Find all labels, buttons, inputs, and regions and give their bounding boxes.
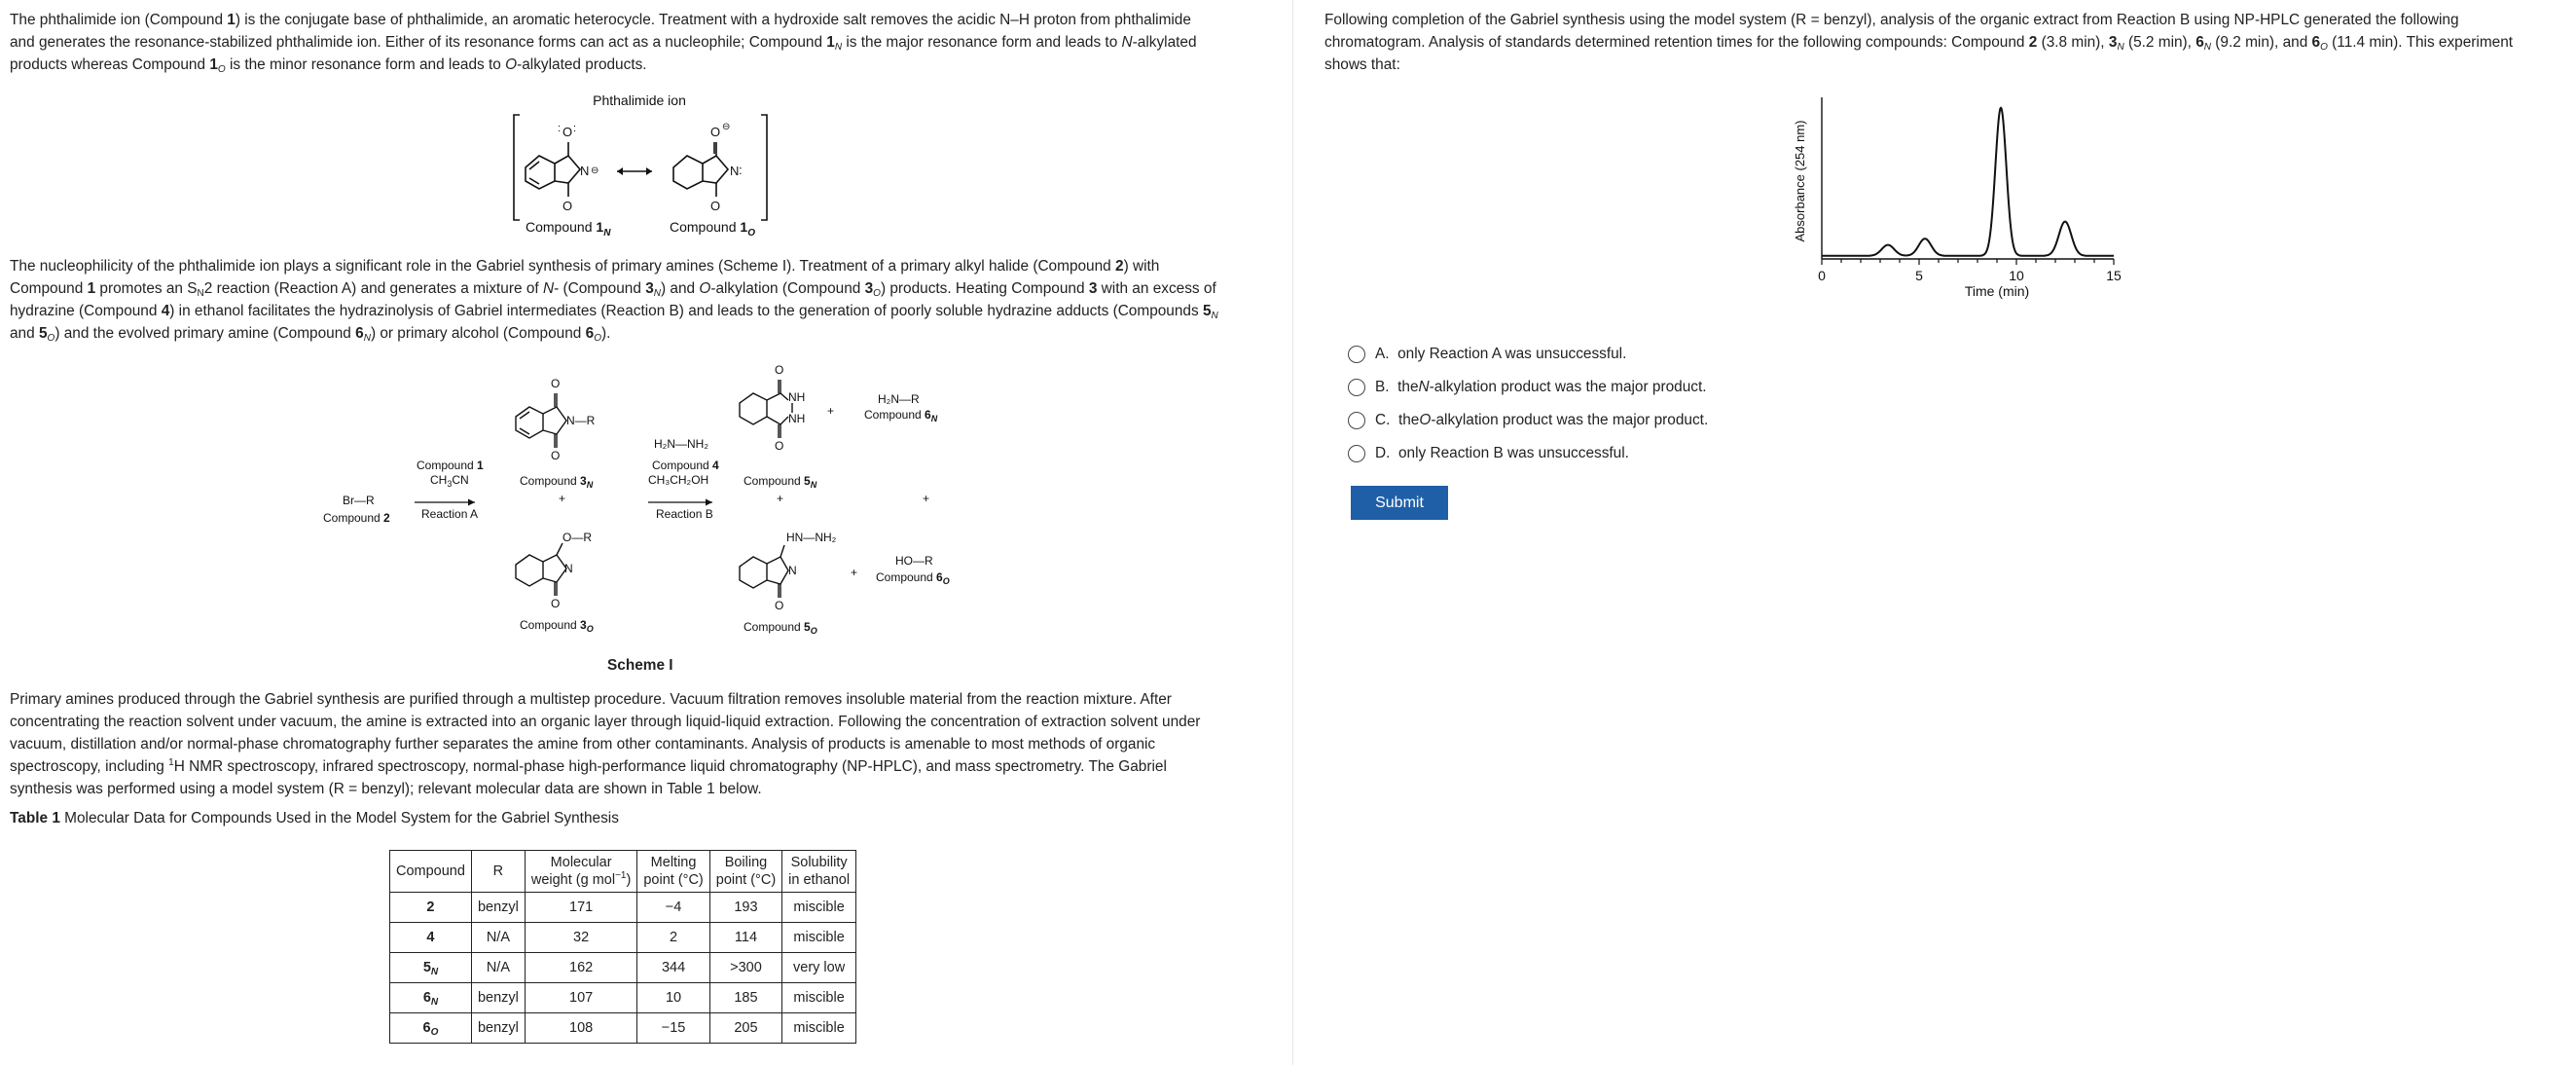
option-b[interactable]: B. the N -alkylation product was the major product.	[1348, 371, 1708, 404]
svg-text:Compound 3O: Compound $3_O$	[520, 618, 594, 634]
passage-paragraph-1: The phthalimide ion (Compound 1) is the conjugate base of phthalimide, an aromatic heterocycle. Treatment with a hydroxide salt removes the acidic N–H proton from phthalimide and generates the resonance-stabilized phthalimide ion. Either of its resonance forms can act as a nucleophile; Compound $1_N$ is the major resonance form and leads to N-alkylated products whereas Compound $1_O$ is the minor resonance form and leads to O-alkylated products.	[10, 12, 1197, 75]
svg-text:+: +	[923, 492, 930, 505]
header-compound: Compound	[390, 851, 472, 893]
svg-text:⊖: ⊖	[591, 165, 599, 176]
table-title: Table 1 Molecular Data for Compounds Used in the Model System for the Gabriel Synthesis	[10, 810, 619, 826]
svg-text::: :	[558, 123, 562, 134]
svg-text:Compound 1: Compound 1	[417, 459, 484, 472]
scheme-caption: Scheme I	[607, 657, 673, 674]
x-tick-label: 15	[2106, 268, 2122, 283]
svg-text:O: O	[775, 599, 784, 612]
svg-text:HN—NH₂: HN—NH₂	[786, 531, 837, 544]
figure-title: Phthalimide ion	[593, 92, 686, 108]
chart-ylabel: Absorbance (254 nm)	[1793, 120, 1807, 242]
option-a[interactable]: A. only Reaction A was unsuccessful.	[1348, 338, 1708, 371]
svg-text:O: O	[551, 449, 561, 462]
svg-text:O: O	[710, 125, 721, 139]
answer-options	[1348, 338, 1708, 470]
svg-text:O: O	[562, 199, 573, 213]
svg-text:Compound 1N: Compound $1_N$	[526, 219, 611, 239]
svg-text::: :	[739, 163, 743, 177]
svg-text:Br—R: Br—R	[343, 494, 375, 507]
svg-text:H₂N—R: H₂N—R	[878, 392, 920, 406]
svg-text:+: +	[559, 492, 566, 505]
svg-text:N: N	[580, 164, 590, 178]
svg-text:Compound 3N: Compound $3_N$	[520, 474, 594, 490]
svg-text:Compound 6N: Compound $6_N$	[864, 408, 938, 423]
passage-paragraph-2: The nucleophilicity of the phthalimide ion plays a significant role in the Gabriel synthesis of primary amines (Scheme I). Treatment of a primary alkyl halide (Compound 2) with Compound 1 promotes an $S_N2$ reaction (Reaction A) and generates a mixture of N- (Compound $3_N$) and O-alkylation (Compound $3_O$) products. Heating Compound 3 with an excess of hydrazine (Compound 4) in ethanol facilitates the hydrazinolysis of Gabriel intermediates (Reaction B) and leads to the generation of poorly soluble hydrazine adducts (Compounds $5_N$ and $5_O$) and the evolved primary amine (Compound $6_N$) or primary alcohol (Compound $6_O$).	[10, 258, 1218, 344]
svg-text:Compound 5N: Compound $5_N$	[744, 474, 817, 490]
svg-text:NH: NH	[788, 412, 806, 425]
header-r: R	[471, 851, 525, 893]
header-mp: Melting point (°C)	[637, 851, 709, 893]
question-stem: Following completion of the Gabriel synthesis using the model system (R = benzyl), analysis of the organic extract from Reaction B using NP-HPLC generated the following chromatogram. Analysis of standards determined retention times for the following compounds: Compound 2 (3.8 min), $3_N$ (5.2 min), $6_N$ (9.2 min), and $6_O$ (11.4 min). This experiment shows that:	[1324, 12, 2514, 73]
svg-text:O: O	[775, 439, 784, 453]
table-header-row	[390, 851, 856, 893]
svg-text:Compound 5O: Compound $5_O$	[744, 620, 817, 636]
svg-text:O: O	[551, 377, 561, 390]
chromatogram-chart	[1791, 97, 2141, 312]
passage-paragraph-3: Primary amines produced through the Gabriel synthesis are purified through a multistep procedure. Vacuum filtration removes insoluble material from the reaction mixture. After concentrating the reaction solvent under vacuum, the amine is extracted into an organic layer through liquid-liquid extraction. Following the concentration of extraction solvent under vacuum, distillation and/or normal-phase chromatography further separates the amine from other contaminants. Analysis of products is amenable to most methods of organic spectroscopy, including $^1$H NMR spectroscopy, infrared spectroscopy, normal-phase high-performance liquid chromatography (NP-HPLC), and mass spectrometry. The Gabriel synthesis was performed using a model system (R = benzyl); relevant molecular data are shown in Table 1 below.	[10, 691, 1201, 797]
chromatogram-trace	[1822, 108, 2114, 256]
table-row: 4 N/A 32 2 114 miscible	[390, 923, 856, 953]
svg-text:O: O	[710, 199, 721, 213]
svg-text:⊖: ⊖	[722, 122, 731, 132]
svg-text:N: N	[788, 564, 797, 577]
option-c[interactable]: C. the O -alkylation product was the major product.	[1348, 404, 1708, 437]
svg-text:+: +	[851, 566, 858, 579]
svg-text::: :	[573, 123, 577, 134]
svg-text:CH₃CH₂OH: CH₃CH₂OH	[648, 473, 709, 487]
svg-text:HO—R: HO—R	[895, 554, 933, 568]
header-solubility: Solubility in ethanol	[782, 851, 856, 893]
header-mw: Molecular weight (g mol$^{-1}$)	[525, 851, 636, 893]
radio-c[interactable]	[1348, 412, 1365, 429]
svg-text:Compound 2: Compound 2	[323, 511, 390, 525]
submit-button[interactable]: Submit	[1351, 486, 1448, 520]
x-tick-label: 5	[1915, 268, 1923, 283]
radio-d[interactable]	[1348, 445, 1365, 462]
svg-text:Compound 6O: Compound $6_O$	[876, 570, 950, 586]
svg-text:O: O	[562, 125, 573, 139]
chart-xlabel: Time (min)	[1964, 283, 2030, 299]
table-row: $5_N$ N/A 162 344 >300 very low	[390, 953, 856, 983]
svg-text:+: +	[827, 404, 835, 418]
radio-b[interactable]	[1348, 379, 1365, 396]
svg-text:N: N	[730, 164, 740, 178]
header-bp: Boiling point (°C)	[709, 851, 781, 893]
table-row: $6_O$ benzyl 108 −15 205 miscible	[390, 1013, 856, 1044]
x-tick-label: 10	[2009, 268, 2024, 283]
svg-text:O: O	[551, 597, 561, 610]
table-row: $6_N$ benzyl 107 10 185 miscible	[390, 983, 856, 1013]
svg-text:Compound 4: Compound 4	[652, 459, 719, 472]
svg-text:O—R: O—R	[562, 531, 592, 544]
svg-text:NH: NH	[788, 390, 806, 404]
gabriel-scheme-diagram	[311, 360, 1012, 652]
svg-text:Compound 1O: Compound $1_O$	[670, 219, 755, 239]
svg-text:+: +	[777, 492, 784, 505]
svg-text:H₂N—NH₂: H₂N—NH₂	[654, 437, 708, 451]
svg-text:N: N	[564, 562, 573, 575]
radio-a[interactable]	[1348, 346, 1365, 363]
svg-text:N—R: N—R	[566, 414, 596, 427]
phthalimide-ion-figure	[506, 86, 788, 251]
table-row: 2 benzyl 171 −4 193 miscible	[390, 893, 856, 923]
svg-text:Reaction B: Reaction B	[656, 507, 713, 521]
molecular-data-table	[389, 850, 856, 1044]
svg-text:Reaction A: Reaction A	[421, 507, 479, 521]
svg-text:CH3CN: $CH_3CN$	[430, 473, 469, 489]
svg-text:O: O	[775, 363, 784, 377]
option-d[interactable]: D. only Reaction B was unsuccessful.	[1348, 437, 1708, 470]
x-tick-label: 0	[1818, 268, 1826, 283]
